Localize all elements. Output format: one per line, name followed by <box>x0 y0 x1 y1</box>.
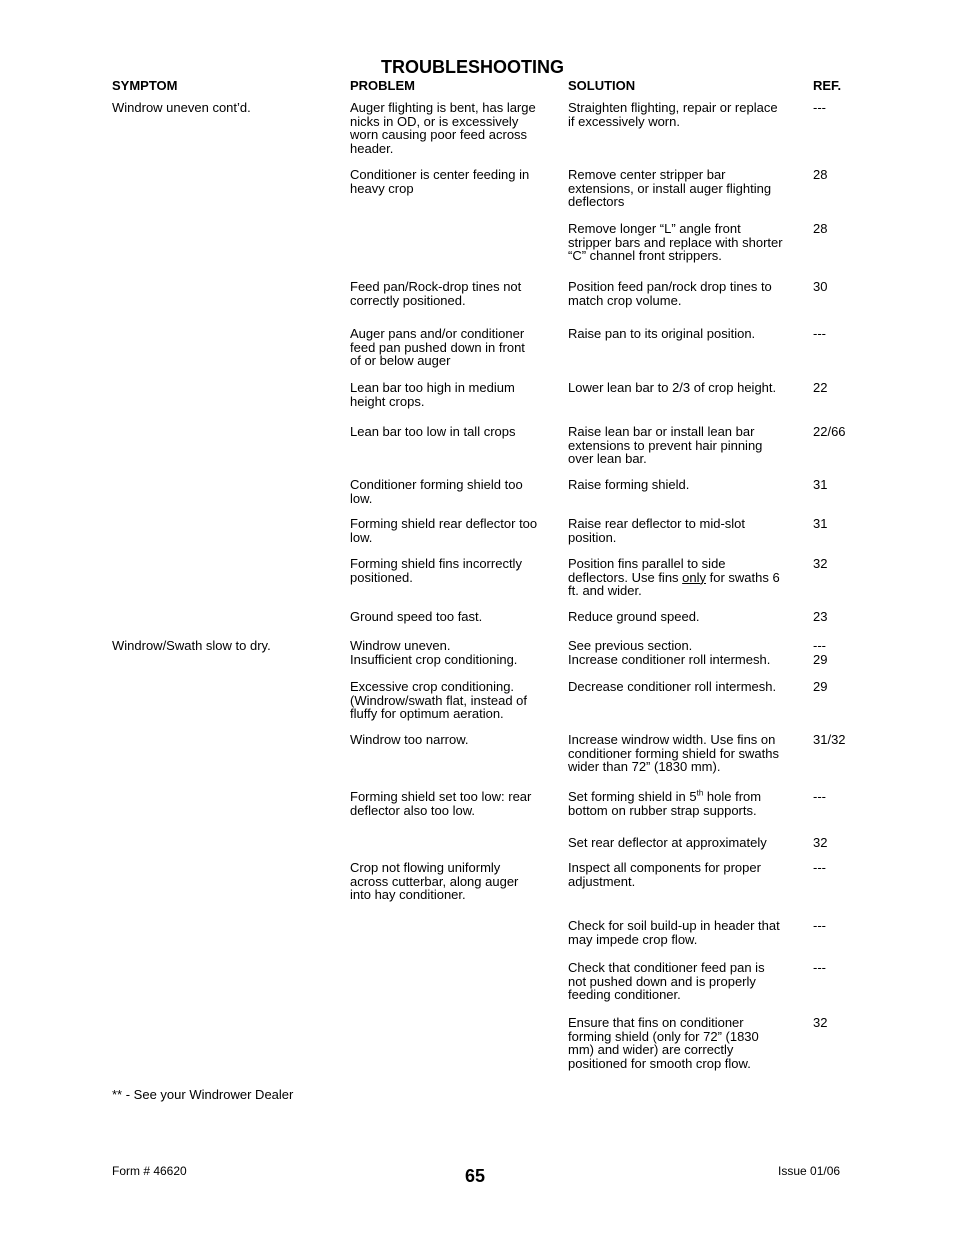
row-solution: Straighten flighting, repair or replace if excessively worn. <box>568 100 778 129</box>
header-ref: REF. <box>813 78 842 93</box>
row-solution: Remove center stripper bar extensions, or install auger flighting deflectors <box>568 167 772 210</box>
row-problem: Conditioner is center feeding in heavy crop <box>350 167 530 196</box>
header-problem: PROBLEM <box>350 78 415 93</box>
row-ref: 22 <box>813 380 828 395</box>
row-problem: Auger pans and/or conditioner feed pan pushed down in front of or below auger <box>350 326 525 369</box>
row-solution: Ensure that fins on conditioner forming shield (only for 72” (1830 mm) and wider) are correctly positioned for smooth crop flow. <box>568 1015 759 1071</box>
row-ref: --- <box>813 326 826 341</box>
row-problem: Excessive crop conditioning. (Windrow/swath flat, instead of fluffy for optimum aeration. <box>350 679 528 722</box>
row-ref: --- <box>813 918 826 933</box>
row-ref: 32 <box>813 1015 828 1030</box>
page-number: 65 <box>465 1166 486 1186</box>
solution-superscript: th <box>696 788 704 798</box>
row-problem: Windrow too narrow. <box>350 732 469 747</box>
row-solution: Check that conditioner feed pan is not pushed down and is properly feeding conditioner. <box>568 960 765 1003</box>
page-title: TROUBLESHOOTING <box>381 57 564 77</box>
issue-date: Issue 01/06 <box>778 1164 841 1178</box>
row-solution: Set rear deflector at approximately <box>568 835 767 850</box>
row-problem: Auger flighting is bent, has large nicks in OD, or is excessively worn causing poor feed across header. <box>350 100 536 156</box>
row-ref: 28 <box>813 221 828 236</box>
row-symptom: Windrow uneven cont’d. <box>112 100 251 115</box>
row-ref: --- <box>813 100 826 115</box>
dealer-footnote: ** - See your Windrower Dealer <box>112 1087 294 1102</box>
solution-text-before: Set forming shield in 5 <box>568 789 697 804</box>
header-solution: SOLUTION <box>568 78 636 93</box>
row-ref: 22/66 <box>813 424 846 439</box>
row-problem: Crop not flowing uniformly across cutterbar, along auger into hay conditioner. <box>350 860 519 903</box>
row-ref: --- <box>813 860 826 875</box>
row-problem: Forming shield fins incorrectly positioned. <box>350 556 522 585</box>
row-solution: Remove longer “L” angle front stripper bars and replace with shorter “C” channel front strippers. <box>568 221 783 264</box>
row-solution: See previous section. Increase conditioner roll intermesh. <box>568 638 771 667</box>
row-ref: --- <box>813 789 826 804</box>
row-ref: 30 <box>813 279 828 294</box>
row-solution: Raise forming shield. <box>568 477 690 492</box>
row-ref: 32 <box>813 835 828 850</box>
row-ref: --- <box>813 960 826 975</box>
row-ref: --- 29 <box>813 638 828 667</box>
row-symptom: Windrow/Swath slow to dry. <box>112 638 271 653</box>
row-problem: Conditioner forming shield too low. <box>350 477 523 506</box>
row-solution: Raise lean bar or install lean bar extensions to prevent hair pinning over lean bar. <box>568 424 763 467</box>
row-ref: 31 <box>813 516 828 531</box>
row-problem: Forming shield rear deflector too low. <box>350 516 538 545</box>
row-problem: Forming shield set too low: rear deflector also too low. <box>350 789 532 818</box>
solution-text-after: hole from bottom on rubber strap supports. <box>568 789 762 818</box>
row-solution: Lower lean bar to 2/3 of crop height. <box>568 380 777 395</box>
row-problem: Ground speed too fast. <box>350 609 483 624</box>
row-ref: 28 <box>813 167 828 182</box>
solution-text-after: for swaths 6 ft. and wider. <box>568 569 780 599</box>
row-ref: 31/32 <box>813 732 846 747</box>
row-solution <box>568 790 793 817</box>
row-solution: Decrease conditioner roll intermesh. <box>568 679 777 694</box>
row-solution: Raise pan to its original position. <box>568 326 756 341</box>
row-problem: Windrow uneven. Insufficient crop conditioning. <box>350 638 518 667</box>
row-ref: 23 <box>813 609 828 624</box>
solution-text-before: Position fins parallel to side deflectors. Use fins <box>568 556 726 585</box>
row-solution <box>568 557 793 598</box>
form-number: Form # 46620 <box>112 1164 187 1178</box>
row-solution: Raise rear deflector to mid-slot position. <box>568 516 746 545</box>
row-ref: 29 <box>813 679 828 694</box>
row-solution: Position feed pan/rock drop tines to match crop volume. <box>568 279 772 308</box>
row-ref: 31 <box>813 477 828 492</box>
row-ref: 32 <box>813 556 828 571</box>
row-problem: Feed pan/Rock-drop tines not correctly positioned. <box>350 279 522 308</box>
header-symptom: SYMPTOM <box>112 78 178 93</box>
row-solution: Reduce ground speed. <box>568 609 700 624</box>
row-solution: Check for soil build-up in header that may impede crop flow. <box>568 918 780 947</box>
row-problem: Lean bar too high in medium height crops. <box>350 380 515 409</box>
row-solution: Increase windrow width. Use fins on conditioner forming shield for swaths wider than 72” (1830 mm). <box>568 732 779 775</box>
row-solution: Inspect all components for proper adjustment. <box>568 860 761 889</box>
solution-emphasis: only <box>682 569 707 585</box>
row-problem: Lean bar too low in tall crops <box>350 424 516 439</box>
